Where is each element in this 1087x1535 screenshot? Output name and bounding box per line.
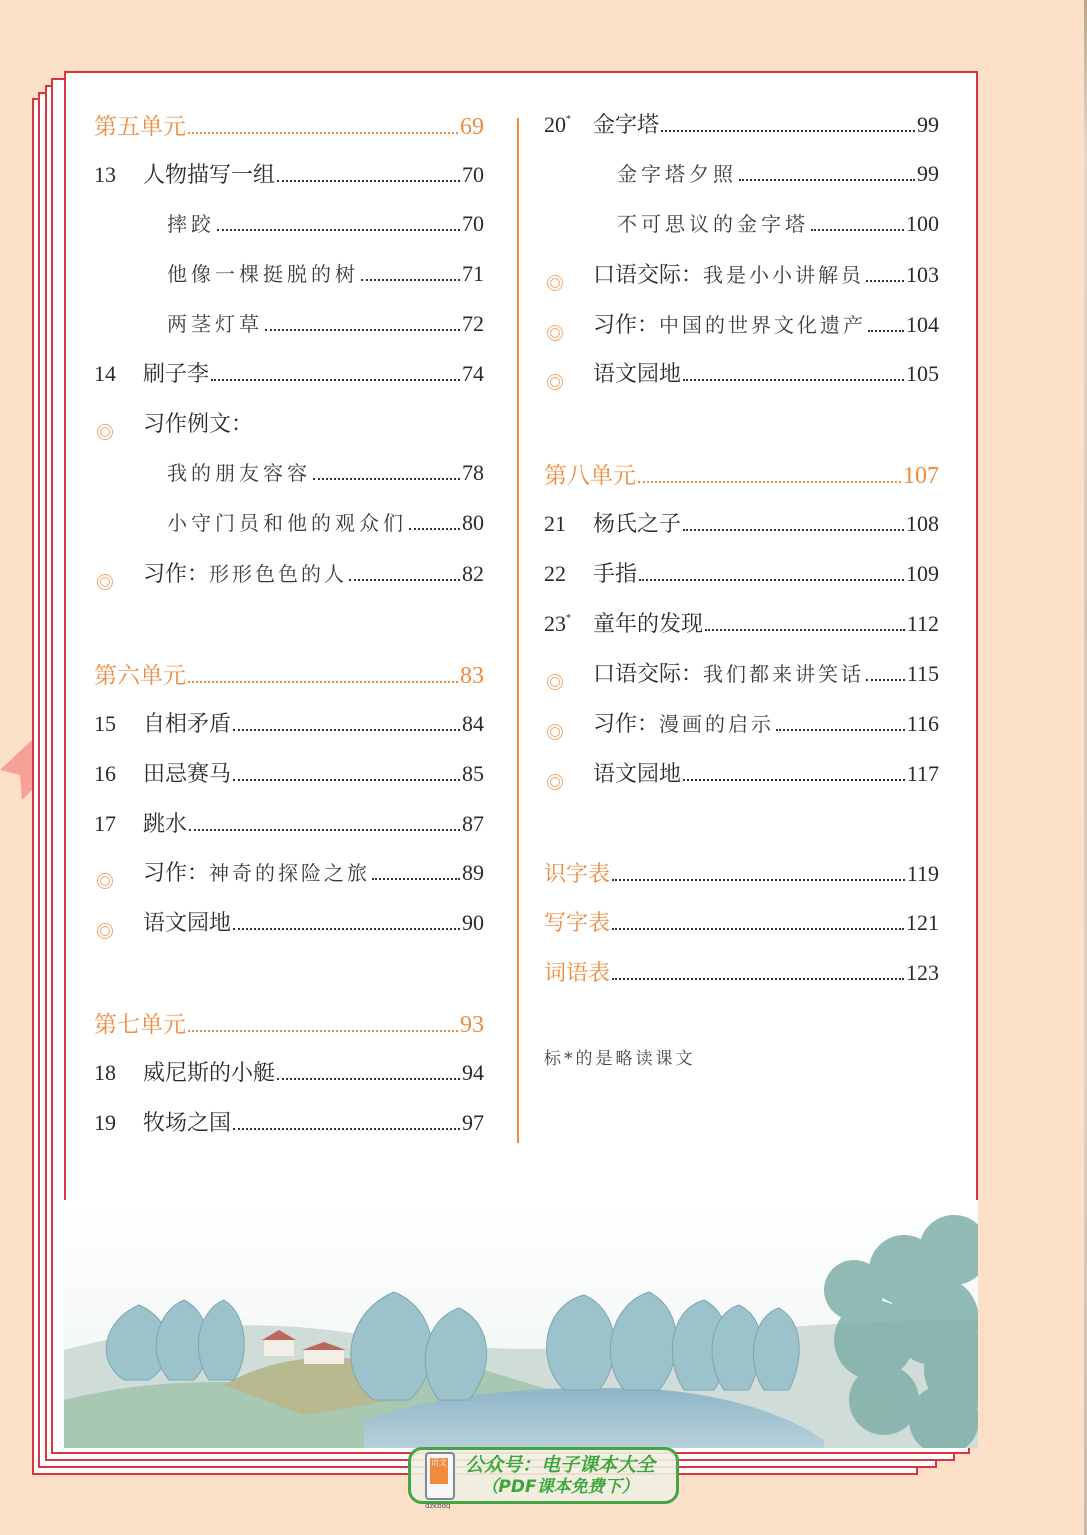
toc-entry-lesson[interactable] [94,707,484,757]
toc-entry-sub[interactable] [94,457,484,507]
page-number: 84 [462,710,484,736]
toc-entry-bullet[interactable] [544,757,939,807]
dot-leader [189,829,460,831]
dot-leader [739,179,915,181]
page-number: 117 [906,760,939,786]
page-number: 71 [462,260,484,286]
dot-leader [217,229,460,231]
dot-leader [638,481,901,483]
toc-left-column [94,108,484,1156]
entry-title: 习作：形形色色的人 [143,562,348,588]
entry-title: 自相矛盾 [143,711,232,737]
dot-leader [683,779,905,781]
page-number: 99 [917,112,939,137]
dot-leader [313,478,460,480]
toc-entry-lesson[interactable] [94,158,484,208]
toc-entry-bullet[interactable] [544,707,939,757]
lesson-number: 21 [544,511,566,537]
dot-leader [372,878,460,880]
double-circle-bullet-icon [544,374,593,390]
section-gap [544,807,939,857]
section-gap [544,407,939,457]
entry-title: 摔跤 [167,211,215,236]
entry-title: 写字表 [544,911,611,937]
entry-title: 小守门员和他的观众们 [167,511,407,536]
unit-title: 第七单元 [94,1012,186,1039]
page-number: 78 [462,460,484,486]
page-number: 93 [460,1012,484,1039]
toc-entry-lesson[interactable] [94,357,484,407]
toc-entry-lesson[interactable] [544,108,939,158]
toc-entry-sub[interactable] [544,208,939,258]
watermark-line2: （PDF课本免费下） [481,1476,639,1497]
toc-entry-lesson[interactable] [94,1106,484,1156]
page-number: 99 [917,160,939,186]
page-number: 70 [462,210,484,236]
lesson-number: 14 [94,361,116,387]
page-number: 119 [906,860,939,886]
dot-leader [683,529,904,531]
double-circle-bullet-icon [544,724,593,740]
entry-title: 语文园地 [143,911,232,937]
toc-entry-lesson[interactable] [544,557,939,607]
entry-title: 他像一棵挺脱的树 [167,261,359,286]
dot-leader [233,779,460,781]
entry-title: 手指 [593,562,638,588]
lesson-number: 22 [544,561,566,587]
page-number: 116 [906,710,939,736]
entry-title: 跳水 [143,811,188,837]
page-number: 123 [906,960,939,986]
unit-title: 第五单元 [94,114,186,140]
toc-entry-bullet[interactable] [544,657,939,707]
toc-entry-unit[interactable] [544,457,939,507]
dot-leader [705,629,905,631]
entry-title: 语文园地 [593,761,682,787]
entry-title: 人物描写一组 [143,162,276,188]
dot-leader [233,1128,460,1130]
toc-entry-bullet[interactable] [94,856,484,906]
entry-title: 田忌赛马 [143,761,232,787]
entry-title: 语文园地 [593,362,682,388]
dot-leader [361,279,460,281]
double-circle-bullet-icon [544,674,593,690]
toc-entry-unit[interactable] [94,108,484,158]
double-circle-bullet-icon [94,873,143,889]
dot-leader [776,729,905,731]
dot-leader [811,229,904,231]
toc-entry-sub[interactable] [94,258,484,308]
toc-entry-appendix[interactable] [544,956,939,1006]
dot-leader [612,879,905,881]
toc-entry-unit[interactable] [94,1006,484,1056]
page-number: 72 [462,310,484,336]
dot-leader [277,180,460,182]
entry-title: 童年的发现 [593,612,704,638]
section-gap [94,956,484,1006]
page-number: 80 [462,510,484,536]
dot-leader [639,579,904,581]
unit-title: 第八单元 [544,463,636,490]
entry-title: 不可思议的金字塔 [617,211,809,236]
double-circle-bullet-icon [94,424,143,440]
double-circle-bullet-icon [544,774,593,790]
toc-entry-sub[interactable] [544,158,939,208]
toc-entry-sub[interactable] [94,208,484,258]
page-number: 109 [906,561,939,587]
toc-entry-bullet[interactable] [544,357,939,407]
dot-leader [277,1078,460,1080]
toc-entry-appendix[interactable] [544,906,939,956]
double-circle-bullet-icon [94,574,143,590]
page-number: 70 [462,161,484,187]
entry-title: 口语交际：我们都来讲笑话 [593,661,865,687]
entry-title: 两茎灯草 [167,311,263,336]
dot-leader [188,681,458,683]
page-number: 107 [903,463,939,490]
entry-title: 习作：神奇的探险之旅 [143,861,371,887]
entry-title: 杨氏之子 [593,512,682,538]
toc-entry-bullet[interactable] [544,308,939,358]
double-circle-bullet-icon [94,923,143,939]
dot-leader [233,928,460,930]
entry-title: 识字表 [544,861,611,887]
page-number: 89 [462,860,484,886]
toc-entry-bullet[interactable] [94,906,484,956]
page-number: 83 [460,662,484,689]
dot-leader [868,330,904,332]
page-number: 69 [460,114,484,140]
page-number: 105 [906,361,939,387]
unit-title: 第六单元 [94,662,186,689]
book-label: 语文 [430,1458,448,1484]
lesson-number: 23* [544,611,571,637]
lesson-number: 18 [94,1060,116,1086]
entry-title: 刷子李 [143,362,210,388]
entry-title: 牧场之国 [143,1111,232,1137]
dot-leader [188,1030,458,1032]
entry-title: 金字塔 [593,113,660,138]
lesson-number: 19 [94,1110,116,1136]
toc-right-column [544,108,939,1069]
watermark-line1: 公众号：电子课本大全 [465,1453,656,1476]
toc-entry-lesson[interactable] [544,607,939,657]
page-number: 85 [462,760,484,786]
dot-leader [612,978,904,980]
page-number: 121 [906,910,939,936]
dot-leader [265,329,460,331]
page-number: 90 [462,910,484,936]
toc-entry-lesson[interactable] [94,1056,484,1106]
lesson-number: 17 [94,810,116,836]
page-number: 100 [906,210,939,236]
landscape-illustration [64,1200,978,1448]
page-number: 103 [906,261,939,287]
double-circle-bullet-icon [544,275,593,291]
icon-tag: dzkbdq [425,1501,451,1510]
toc-entry-bullet[interactable] [94,407,484,457]
dot-leader [409,528,460,530]
page-number: 104 [906,311,939,337]
watermark-badge [408,1447,679,1510]
page-number: 82 [462,561,484,587]
dot-leader [188,132,458,134]
entry-title: 习作例文： [143,412,254,438]
skim-reading-star-icon: * [566,114,571,125]
toc-entry-bullet[interactable] [94,557,484,607]
lesson-number: 15 [94,710,116,736]
entry-title: 习作：中国的世界文化遗产 [593,312,867,338]
toc-entry-lesson[interactable] [94,757,484,807]
skim-reading-star-icon: * [566,613,571,625]
dot-leader [683,379,904,381]
entry-title: 威尼斯的小艇 [143,1061,276,1087]
toc-entry-lesson[interactable] [94,807,484,857]
lesson-number: 13 [94,161,116,187]
column-divider [517,118,519,1143]
entry-title: 口语交际：我是小小讲解员 [593,262,865,288]
dot-leader [661,130,915,132]
toc-entry-sub[interactable] [94,507,484,557]
page-number: 74 [462,361,484,387]
toc-entry-lesson[interactable] [544,507,939,557]
double-circle-bullet-icon [544,325,593,341]
page-number: 108 [906,511,939,537]
dot-leader [211,379,460,381]
page-number: 94 [462,1060,484,1086]
entry-title: 金字塔夕照 [617,161,737,186]
section-gap [94,607,484,657]
page-number: 115 [906,660,939,686]
page-number: 87 [462,810,484,836]
dot-leader [866,679,905,681]
lesson-number: 16 [94,760,116,786]
lesson-number: 20* [544,112,571,137]
phone-book-icon [425,1452,455,1510]
footnote: 标*的是略读课文 [544,1049,696,1070]
entry-title: 词语表 [544,961,611,987]
dot-leader [233,729,460,731]
toc-entry-appendix[interactable] [544,857,939,907]
dot-leader [349,579,460,581]
toc-entry-bullet[interactable] [544,258,939,308]
toc-entry-sub[interactable] [94,308,484,358]
page-number: 97 [462,1110,484,1136]
page-number: 112 [906,611,939,637]
toc-entry-unit[interactable] [94,657,484,707]
entry-title: 我的朋友容容 [167,461,311,486]
dot-leader [866,280,904,282]
entry-title: 习作：漫画的启示 [593,711,775,737]
dot-leader [612,928,904,930]
